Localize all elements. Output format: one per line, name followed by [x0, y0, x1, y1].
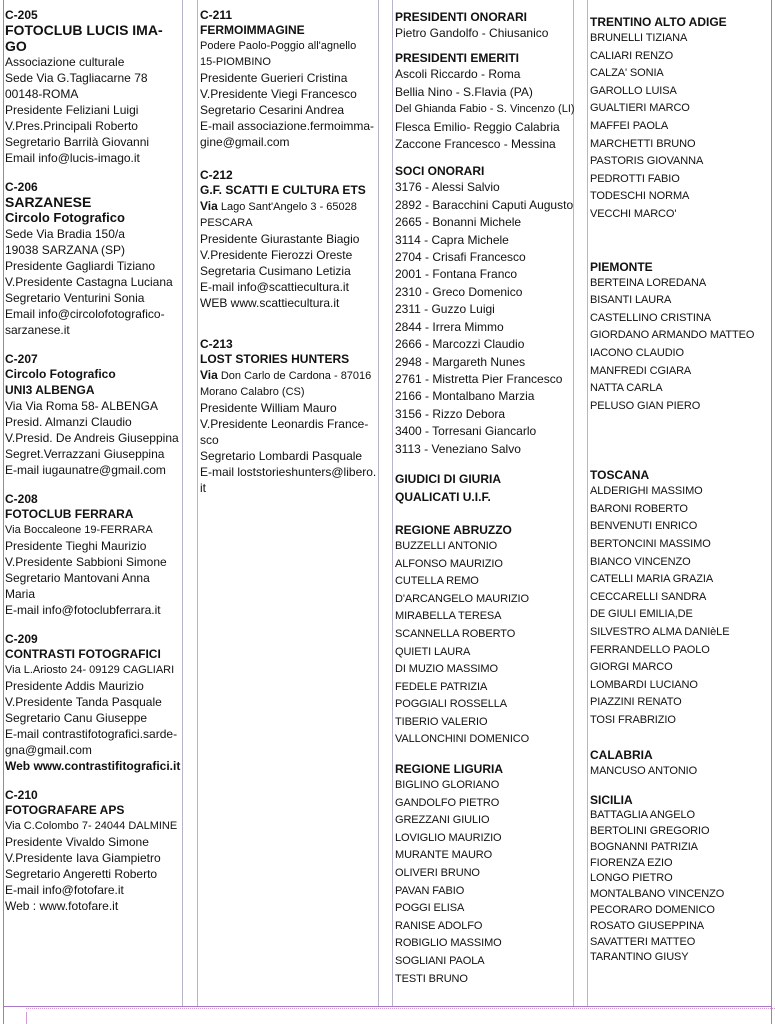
club-info: Segretario Mantovani Anna — [5, 571, 150, 585]
judge-item: MIRABELLA TERESA — [395, 610, 502, 623]
club-code: C-212 — [200, 168, 233, 182]
list-item: 2704 - Crisafi Francesco — [395, 250, 526, 265]
club-address — [200, 367, 382, 384]
list-item: 2666 - Marcozzi Claudio — [395, 337, 525, 352]
club-info: Presidente Addis Maurizio — [5, 679, 144, 693]
region-heading: SICILIA — [590, 793, 633, 808]
club-info: V.Presidente Sabbioni Simone — [5, 555, 167, 569]
judge-item: D'ARCANGELO MAURIZIO — [395, 592, 529, 605]
club-info: Segretario Barrilà Giovanni — [5, 135, 150, 149]
club-email: gine@gmail.com — [200, 135, 290, 149]
club-c212 — [200, 168, 382, 311]
list-item: 2948 - Margareth Nunes — [395, 354, 526, 369]
club-address: 15-PIOMBINO — [200, 56, 271, 68]
column-2 — [200, 8, 382, 508]
club-info: Presidente Vivaldo Simone — [5, 835, 149, 849]
judge-item: TODESCHI NORMA — [590, 190, 690, 203]
list-item: 2665 - Bonanni Michele — [395, 215, 522, 230]
club-code: C-211 — [200, 8, 233, 22]
club-email: E-mail associazione.fermoimma- — [200, 119, 375, 133]
list-item: 3400 - Torresani Giancarlo — [395, 424, 537, 439]
section-heading: QUALICATI U.I.F. — [395, 489, 491, 504]
club-email: E-mail contrastifotografici.sarde- — [5, 727, 178, 741]
club-address: Via C.Colombo 7- 24044 DALMINE — [5, 820, 178, 832]
region-heading: REGIONE ABRUZZO — [395, 522, 512, 537]
judge-item: VALLONCHINI DOMENICO — [395, 733, 530, 746]
club-address: PESCARA — [200, 217, 253, 229]
page-border-right — [771, 0, 772, 1024]
judge-item: SILVESTRO ALMA DANIèLE — [590, 626, 730, 639]
club-name: SARZANESE — [5, 194, 92, 210]
club-c205 — [5, 8, 181, 166]
club-email: Email info@lucis-imago.it — [5, 151, 140, 165]
club-name: LOST STORIES HUNTERS — [200, 352, 350, 366]
region-heading: REGIONE LIGURIA — [395, 762, 504, 777]
club-info: Segretaria Cusimano Letizia — [200, 264, 351, 278]
region-heading: CALABRIA — [590, 747, 653, 762]
club-info: V.Presidente Fierozzi Oreste — [200, 248, 353, 262]
judge-item: FIORENZA EZIO — [590, 856, 673, 869]
judge-item: FERRANDELLO PAOLO — [590, 643, 710, 656]
judge-item: POGGI ELISA — [395, 902, 465, 915]
address-street: Lago Sant'Angelo 3 - 65028 — [217, 201, 357, 213]
club-info: Via Via Roma 58- ALBENGA — [5, 399, 158, 413]
judge-item: GIORGI MARCO — [590, 661, 673, 674]
judge-item: BISANTI LAURA — [590, 294, 672, 307]
club-info: V.Presidente Viegi Francesco — [200, 87, 357, 101]
club-website: Web : www.fotofare.it — [5, 899, 119, 913]
judge-item: BENVENUTI ENRICO — [590, 520, 698, 533]
club-info: Segretario Angeretti Roberto — [5, 867, 158, 881]
judge-item: MURANTE MAURO — [395, 849, 493, 862]
club-info: V.Pres.Principali Roberto — [5, 119, 138, 133]
list-item: 2844 - Irrera Mimmo — [395, 319, 504, 334]
judge-item: CALZA' SONIA — [590, 67, 664, 80]
judge-item: CASTELLINO CRISTINA — [590, 311, 711, 324]
judge-item: ALFONSO MAURIZIO — [395, 557, 503, 570]
club-info: Presid. Almanzi Claudio — [5, 415, 132, 429]
club-name: FOTOGRAFARE APS — [5, 803, 125, 817]
club-info: 19038 SARZANA (SP) — [5, 243, 126, 257]
club-code: C-209 — [5, 632, 38, 646]
column-divider — [182, 0, 183, 1006]
club-info: Sede Via Bradia 150/a — [5, 227, 125, 241]
judge-item: OLIVERI BRUNO — [395, 867, 480, 880]
judge-item: SCANNELLA ROBERTO — [395, 627, 516, 640]
club-info: Maria — [5, 587, 36, 601]
bleed-guide — [26, 1008, 775, 1009]
list-item: Del Ghianda Fabio - S. Vincenzo (LI) — [395, 103, 575, 116]
judge-item: BATTAGLIA ANGELO — [590, 809, 695, 822]
club-c213 — [200, 337, 382, 496]
judge-item: BUZZELLI ANTONIO — [395, 539, 498, 552]
club-name: FOTOCLUB LUCIS IMA- — [5, 22, 163, 38]
club-address: Morano Calabro (CS) — [200, 386, 305, 398]
club-name: GO — [5, 38, 27, 54]
judge-item: SOGLIANI PAOLA — [395, 955, 485, 967]
judge-item: NATTA CARLA — [590, 382, 663, 395]
club-info: Presidente Tieghi Maurizio — [5, 539, 147, 553]
club-info: V.Presidente Leonardis France- — [200, 417, 369, 431]
club-code: C-213 — [200, 337, 233, 351]
club-name: G.F. SCATTI E CULTURA ETS — [200, 183, 366, 197]
list-item: 3176 - Alessi Salvio — [395, 180, 500, 195]
judge-item: BIANCO VINCENZO — [590, 555, 691, 568]
judge-item: PAVAN FABIO — [395, 884, 465, 897]
club-info: V.Presidente Castagna Luciana — [5, 275, 173, 289]
judge-item: FEDELE PATRIZIA — [395, 680, 488, 693]
list-item: Flesca Emilio- Reggio Calabria — [395, 119, 560, 134]
judge-item: PIAZZINI RENATO — [590, 696, 682, 709]
club-email: E-mail info@scattiecultura.it — [200, 280, 349, 294]
club-info: V.Presid. De Andreis Giuseppina — [5, 431, 179, 445]
column-1 — [5, 8, 181, 926]
list-item: 2166 - Montalbano Marzia — [395, 389, 535, 404]
judge-item: BERTOLINI GREGORIO — [590, 824, 710, 837]
club-website: WEB www.scattiecultura.it — [200, 296, 340, 310]
list-item: 3156 - Rizzo Debora — [395, 406, 506, 421]
club-email: sarzanese.it — [5, 323, 70, 337]
club-info: Segretario Lombardi Pasquale — [200, 449, 363, 463]
club-c211 — [200, 8, 382, 150]
section-heading: PRESIDENTI ONORARI — [395, 10, 528, 24]
bottom-margin-line — [3, 1006, 771, 1007]
region-heading: TRENTINO ALTO ADIGE — [590, 15, 727, 29]
club-code: C-210 — [5, 788, 38, 802]
judge-item: CATELLI MARIA GRAZIA — [590, 573, 714, 586]
address-street: Don Carlo de Cardona - 87016 — [217, 370, 372, 382]
club-info: Segret.Verrazzani Giuseppina — [5, 447, 165, 461]
club-info: V.Presidente Iava Giampietro — [5, 851, 161, 865]
column-3 — [395, 9, 575, 988]
judge-item: ROSATO GIUSEPPINA — [590, 919, 705, 932]
club-address: Via Boccaleone 19-FERRARA — [5, 524, 153, 536]
club-c208 — [5, 492, 181, 618]
region-heading: PIEMONTE — [590, 259, 653, 274]
judge-item: MAFFEI PAOLA — [590, 119, 669, 132]
club-email: it — [200, 481, 206, 495]
club-info: Segretario Canu Giuseppe — [5, 711, 148, 725]
club-email: E-mail iugaunatre@gmail.com — [5, 463, 166, 477]
list-item: 2761 - Mistretta Pier Francesco — [395, 371, 563, 386]
column-divider — [392, 0, 393, 1006]
judge-item: MARCHETTI BRUNO — [590, 137, 696, 150]
club-code: C-205 — [5, 8, 38, 22]
address-via: Via — [200, 199, 218, 213]
judge-item: BERTEINA LOREDANA — [590, 276, 707, 289]
club-name: FERMOIMMAGINE — [200, 23, 305, 37]
club-info: Presidente William Mauro — [200, 401, 337, 415]
club-info: Associazione culturale — [5, 55, 125, 69]
club-info: Presidente Giurastante Biagio — [200, 232, 360, 246]
region-heading: TOSCANA — [590, 468, 650, 483]
club-info: 00148-ROMA — [5, 87, 79, 101]
judge-item: CALIARI RENZO — [590, 49, 674, 62]
judge-item: GUALTIERI MARCO — [590, 102, 690, 115]
club-email: E-mail info@fotoclubferrara.it — [5, 603, 161, 617]
club-email: gna@gmail.com — [5, 743, 92, 757]
judge-item: CECCARELLI SANDRA — [590, 590, 707, 603]
judge-item: TIBERIO VALERIO — [395, 715, 488, 728]
club-name: CONTRASTI FOTOGRAFICI — [5, 647, 161, 661]
judge-item: PASTORIS GIOVANNA — [590, 155, 704, 168]
club-info: Presidente Guerieri Cristina — [200, 71, 348, 85]
club-address: Via L.Ariosto 24- 09129 CAGLIARI — [5, 664, 175, 676]
address-via: Via — [200, 368, 218, 382]
judge-item: ROBIGLIO MASSIMO — [395, 937, 502, 950]
club-address: Podere Paolo-Poggio all'agnello — [200, 40, 357, 52]
judge-item: BERTONCINI MASSIMO — [590, 538, 711, 551]
list-item: Ascoli Riccardo - Roma — [395, 67, 521, 82]
judge-item: DE GIULI EMILIA,DE — [590, 608, 693, 621]
judge-item: TESTI BRUNO — [395, 972, 468, 985]
judge-item: PECORARO DOMENICO — [590, 903, 715, 916]
judge-item: BARONI ROBERTO — [590, 502, 688, 515]
judge-item: MONTALBANO VINCENZO — [590, 888, 725, 901]
list-item: 2001 - Fontana Franco — [395, 267, 518, 282]
club-info: Presidente Gagliardi Tiziano — [5, 259, 156, 273]
judge-item: LOMBARDI LUCIANO — [590, 678, 698, 691]
judge-item: GAROLLO LUISA — [590, 84, 677, 97]
club-subtitle: Circolo Fotografico — [5, 210, 125, 225]
judge-item: IACONO CLAUDIO — [590, 346, 684, 359]
column-divider — [587, 0, 588, 1006]
club-email: E-mail info@fotofare.it — [5, 883, 124, 897]
column-divider — [197, 0, 198, 1006]
club-email: E-mail loststorieshunters@libero. — [200, 465, 377, 479]
judge-item: VECCHI MARCO' — [590, 207, 677, 220]
club-code: C-208 — [5, 492, 38, 506]
list-item: 2311 - Guzzo Luigi — [395, 302, 495, 317]
list-item: 3114 - Capra Michele — [395, 232, 509, 247]
club-name: FOTOCLUB FERRARA — [5, 507, 134, 521]
club-c207 — [5, 352, 181, 478]
club-c210 — [5, 788, 181, 914]
judge-item: GIORDANO ARMANDO MATTEO — [590, 329, 755, 342]
club-info: Segretario Cesarini Andrea — [200, 103, 345, 117]
judge-item: LONGO PIETRO — [590, 872, 673, 885]
club-info: V.Presidente Tanda Pasquale — [5, 695, 162, 709]
judge-item: GREZZANI GIULIO — [395, 814, 490, 827]
list-item: 2892 - Baracchini Caputi Augusto — [395, 197, 574, 212]
judge-item: PELUSO GIAN PIERO — [590, 399, 701, 412]
club-code: C-206 — [5, 180, 38, 194]
list-item: Pietro Gandolfo - Chiusanico — [395, 26, 549, 40]
judge-item: BIGLINO GLORIANO — [395, 779, 500, 792]
section-heading: SOCI ONORARI — [395, 164, 485, 179]
section-heading: PRESIDENTI EMERITI — [395, 51, 520, 66]
judge-item: RANISE ADOLFO — [395, 919, 483, 932]
club-info: Presidente Feliziani Luigi — [5, 103, 139, 117]
club-info: Sede Via G.Tagliacarne 78 — [5, 71, 148, 85]
judge-item: CUTELLA REMO — [395, 575, 479, 588]
bleed-tick — [26, 1012, 27, 1024]
judge-item: SAVATTERI MATTEO — [590, 935, 696, 948]
list-item: 3113 - Veneziano Salvo — [395, 441, 521, 456]
judge-item: TOSI FRABRIZIO — [590, 714, 676, 726]
judge-item: QUIETI LAURA — [395, 645, 471, 658]
club-address — [200, 198, 382, 215]
judge-item: LOVIGLIO MAURIZIO — [395, 831, 502, 844]
club-info: Segretario Venturini Sonia — [5, 291, 145, 305]
judge-item: MANFREDI CGIARA — [590, 364, 692, 377]
judge-item: BOGNANNI PATRIZIA — [590, 840, 698, 853]
club-email: Email info@circolofotografico- — [5, 307, 165, 321]
club-name: UNI3 ALBENGA — [5, 383, 95, 397]
club-info: sco — [200, 433, 219, 447]
list-item: Bellia Nino - S.Flavia (PA) — [395, 84, 533, 99]
page-border-left — [3, 0, 4, 1024]
list-item: Zaccone Francesco - Messina — [395, 137, 556, 152]
judge-item: PEDROTTI FABIO — [590, 172, 680, 185]
club-website: Web www.contrastifitografici.it — [5, 759, 181, 773]
judge-item: ALDERIGHI MASSIMO — [590, 485, 703, 498]
list-item: 2310 - Greco Domenico — [395, 284, 523, 299]
judge-item: BRUNELLI TIZIANA — [590, 32, 688, 44]
judge-item: DI MUZIO MASSIMO — [395, 663, 498, 676]
club-name: Circolo Fotografico — [5, 367, 116, 381]
judge-item: GANDOLFO PIETRO — [395, 796, 500, 809]
section-heading: GIUDICI DI GIURIA — [395, 471, 502, 486]
club-c206 — [5, 180, 181, 338]
judge-item: MANCUSO ANTONIO — [590, 764, 698, 777]
judge-item: POGGIALI ROSSELLA — [395, 698, 508, 711]
club-code: C-207 — [5, 352, 38, 366]
column-4 — [590, 14, 770, 966]
judge-item: TARANTINO GIUSY — [590, 951, 689, 964]
club-c209 — [5, 632, 181, 774]
